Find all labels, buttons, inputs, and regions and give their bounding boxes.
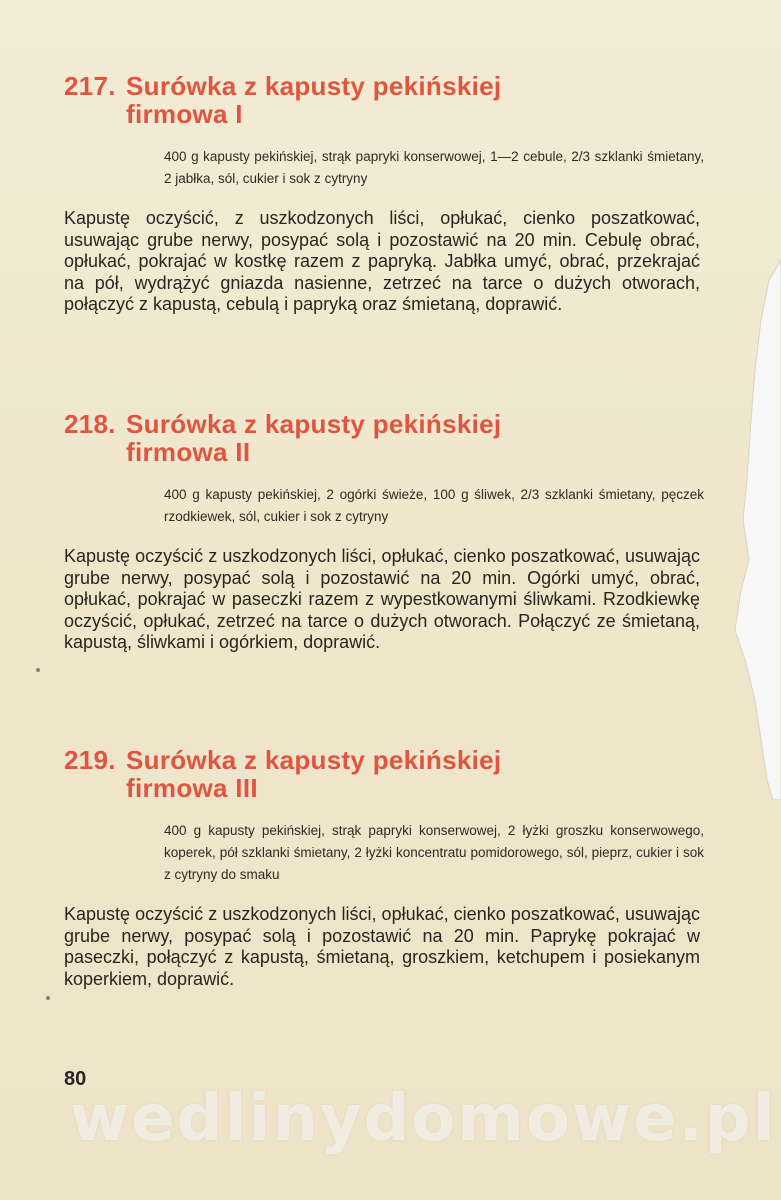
recipe-title-line1: Surówka z kapusty pekińskiej (126, 409, 502, 439)
recipe-217 (64, 72, 704, 316)
ingredients-list: 400 g kapusty pekińskiej, 2 ogórki świeże, 100 g śliwek, 2/3 szklanki śmietany, pęczek rzodkiewek, sól, cukier i sok z cytryny (164, 487, 704, 524)
instructions-text: Kapustę oczyścić z uszkodzonych liści, opłukać, cienko poszatkować, usuwając grube nerwy, posypać solą i pozostawić na 20 min. Ogórki umyć, obrać, opłukać, pokrajać w paseczki razem z wypestkowanymi śliwkami. Rzodkiewkę oczyścić, opłukać, zetrzeć na tarce o dużych otworach. Połączyć ze śmietaną, kapustą, śliwkami i ogórkiem, doprawić. (64, 546, 700, 652)
recipe-heading (64, 746, 704, 802)
instructions-text: Kapustę oczyścić, z uszkodzonych liści, opłukać, cienko poszatkować, usuwając grube nerwy, posypać solą i pozostawić na 20 min. Cebulę obrać, opłukać, pokrajać w kostkę razem z papryką. Jabłka umyć, obrać, przekrajać na pół, wydrążyć gniazda nasienne, zetrzeć na tarce o dużych otworach, połączyć z kapustą, cebulą i papryką oraz śmietaną, doprawić. (64, 208, 700, 314)
recipe-title-line2: firmowa I (126, 99, 243, 129)
speck-mark (46, 996, 50, 1000)
instructions-text: Kapustę oczyścić z uszkodzonych liści, opłukać, cienko poszatkować, usuwając grube nerwy, posypać solą i pozostawić na 20 min. Paprykę pokrajać w paseczki, połączyć z kapustą, śmietaną, groszkiem, ketchupem i posiekanym koperkiem, doprawić. (64, 904, 700, 989)
page-number: 80 (64, 1068, 87, 1090)
recipe-title-line1: Surówka z kapusty pekińskiej (126, 71, 502, 101)
recipe-218 (64, 410, 704, 654)
recipe-219 (64, 746, 704, 990)
recipe-number: 218. (64, 409, 116, 439)
torn-edge (721, 260, 781, 800)
speck-mark (36, 668, 40, 672)
recipe-heading (64, 410, 704, 466)
recipe-title-line2: firmowa III (126, 773, 258, 803)
watermark: wedlinydomowe.pl (70, 1082, 777, 1156)
recipe-title-line1: Surówka z kapusty pekińskiej (126, 745, 502, 775)
recipe-number: 219. (64, 745, 116, 775)
ingredients-list: 400 g kapusty pekińskiej, strąk papryki konserwowej, 1—2 cebule, 2/3 szklanki śmietany, 2 jabłka, sól, cukier i sok z cytryny (164, 149, 704, 186)
recipe-number: 217. (64, 71, 116, 101)
ingredients-list: 400 g kapusty pekińskiej, strąk papryki konserwowej, 2 łyżki groszku konserwowego, koperek, pół szklanki śmietany, 2 łyżki koncentratu pomidorowego, sól, pieprz, cukier i sok z cytryny do smaku (164, 823, 704, 882)
recipe-heading (64, 72, 704, 128)
recipe-title-line2: firmowa II (126, 437, 251, 467)
